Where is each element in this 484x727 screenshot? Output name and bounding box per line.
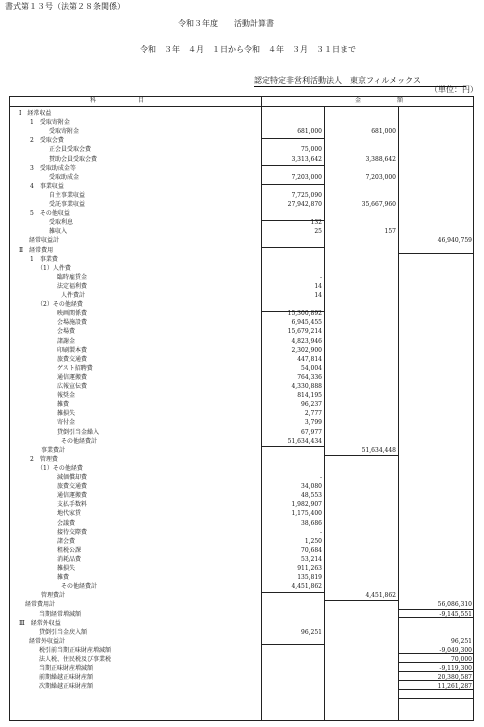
amount-cell: -9,119,300 <box>439 665 472 673</box>
row-label: 賛助会員受取会費 <box>49 155 98 163</box>
rule-0 <box>261 138 324 139</box>
row-label: 雑損失 <box>57 410 76 418</box>
row-label: 消耗品費 <box>57 555 82 563</box>
row-label: 1 受取寄附金 <box>24 119 70 127</box>
amount-cell: 4,451,862 <box>291 583 322 591</box>
unit-label: （単位：円） <box>430 85 478 94</box>
row-label: 税引前当期正味財産増減額 <box>39 646 112 654</box>
amount-cell: 46,940,759 <box>437 237 472 245</box>
row-label: その他経費計 <box>61 583 98 591</box>
row-label: Ⅰ 経常収益 <box>19 110 52 117</box>
row-label: 自主事業収益 <box>49 191 86 199</box>
amount-cell: 3,388,642 <box>365 155 396 163</box>
rule-19 <box>398 698 474 699</box>
amount-cell: 25 <box>314 228 322 236</box>
row-label: 当期経常増減額 <box>39 610 82 618</box>
row-label: 寄付金 <box>57 419 76 427</box>
row-label: 経常費用計 <box>25 601 56 609</box>
row-label: 通信運搬費 <box>57 492 88 500</box>
row-label: Ⅲ 経常外収益 <box>19 619 61 627</box>
row-label: 2 受取会費 <box>24 137 64 145</box>
amount-cell: 447,814 <box>297 355 322 363</box>
row-label: 経常収益計 <box>29 237 60 245</box>
row-label: （2）その他経費 <box>37 301 83 309</box>
header-amount: 金 額 <box>355 97 404 104</box>
row-label: 受取寄附金 <box>49 128 80 136</box>
column-divider-1 <box>261 96 262 721</box>
amount-cell: 67,977 <box>301 428 322 436</box>
row-label: 5 その他収益 <box>24 210 70 218</box>
amount-cell: 4,330,888 <box>291 383 322 390</box>
amount-cell: 15,300,892 <box>287 310 322 318</box>
amount-cell: 135,819 <box>297 574 322 582</box>
amount-cell: 53,214 <box>301 555 322 563</box>
amount-cell: 1,250 <box>304 537 322 545</box>
row-label: ゲスト招聘費 <box>57 364 93 372</box>
amount-cell: 96,237 <box>301 401 322 409</box>
amount-cell: 7,203,000 <box>365 173 396 181</box>
row-label: 当期正味財産増減額 <box>39 665 94 673</box>
row-label: 諸会費 <box>57 537 76 545</box>
rule-1 <box>261 165 324 166</box>
row-label: 3 受取助成金等 <box>24 164 76 172</box>
rule-4 <box>261 247 324 248</box>
financial-table <box>9 96 474 721</box>
rule-7 <box>261 446 324 447</box>
rule-9 <box>261 592 324 593</box>
rule-8 <box>324 455 398 456</box>
amount-cell: 14 <box>314 292 322 299</box>
row-label: 経常外収益計 <box>29 637 66 645</box>
amount-cell: 3,799 <box>304 419 322 427</box>
row-label: 雑費 <box>57 401 70 409</box>
amount-cell: 11,261,287 <box>437 683 472 691</box>
amount-cell: 4,451,862 <box>365 592 396 600</box>
amount-cell: 70,000 <box>451 656 472 663</box>
row-label: 減価償却費 <box>57 474 88 481</box>
rule-11 <box>398 609 474 610</box>
amount-cell: 15,679,214 <box>287 328 322 336</box>
row-label: 雑費 <box>57 574 70 582</box>
row-label: Ⅱ 経常費用 <box>19 246 54 254</box>
row-label: 印刷製本費 <box>57 346 88 354</box>
row-label: 報奨金 <box>57 392 76 400</box>
row-label: 雑収入 <box>49 228 68 236</box>
amount-cell: 6,945,455 <box>291 319 322 327</box>
row-label: 租税公課 <box>57 546 82 554</box>
amount-cell: - <box>319 273 322 281</box>
amount-cell: 4,823,946 <box>291 337 322 345</box>
amount-cell: 70,684 <box>301 546 322 554</box>
rule-13 <box>261 644 324 645</box>
statement-title: 令和３年度 活動計算書 <box>178 19 274 28</box>
row-label: 管理費計 <box>41 592 66 600</box>
amount-cell: 681,000 <box>297 128 322 136</box>
amount-cell: -9,049,300 <box>439 646 472 654</box>
row-label: 1 事業費 <box>24 255 58 263</box>
column-divider-3 <box>398 106 399 721</box>
amount-cell: 56,086,310 <box>437 601 472 609</box>
row-label: 映画関係費 <box>57 310 88 318</box>
row-label: 雑損失 <box>57 565 76 572</box>
amount-cell: 14 <box>314 282 322 290</box>
row-label: 前期繰越正味財産額 <box>39 674 94 682</box>
amount-cell: 132 <box>310 219 322 227</box>
row-label: 2 管理費 <box>24 455 58 463</box>
amount-cell: 96,251 <box>301 628 322 636</box>
amount-cell: - <box>319 528 322 536</box>
amount-cell: 911,263 <box>297 565 322 572</box>
amount-cell: 51,634,434 <box>287 437 322 445</box>
column-divider-2 <box>324 106 325 721</box>
row-label: 広報宣伝費 <box>57 383 88 390</box>
row-label: 通信運搬費 <box>57 373 88 381</box>
row-label: 次期繰越正味財産額 <box>39 683 94 691</box>
amount-cell: - <box>319 474 322 481</box>
row-label: 臨時雇賃金 <box>57 273 88 281</box>
row-label: 4 事業収益 <box>24 182 64 190</box>
row-label: 会議費 <box>57 519 76 527</box>
amount-cell: 48,553 <box>301 492 322 500</box>
row-label: 諸謝金 <box>57 337 76 345</box>
amount-cell: 96,251 <box>451 637 472 645</box>
row-label: 地代家賃 <box>57 510 82 518</box>
row-label: 人件費計 <box>61 292 86 299</box>
amount-cell: 38,686 <box>301 519 322 527</box>
row-label: 法人税、住民税及び事業税 <box>39 656 112 663</box>
amount-cell: 2,302,900 <box>291 346 322 354</box>
row-label: 貸倒引当金戻入額 <box>39 628 88 636</box>
row-label: 受託事業収益 <box>49 201 86 208</box>
organization-name: 認定特定非営利活動法人 東京フィルメックス <box>254 77 466 87</box>
header-divider <box>9 106 474 107</box>
form-number: 書式第１３号（法第２８条関係） <box>5 2 125 11</box>
row-label: 事業費計 <box>41 446 66 454</box>
rule-2 <box>261 184 324 185</box>
row-label: 正会員受取会費 <box>49 146 92 154</box>
row-label: その他経費計 <box>61 437 98 445</box>
amount-cell: 814,195 <box>297 392 322 400</box>
statement-period: 令和 ３年 ４月 １日から令和 ４年 ３月 ３１日まで <box>140 45 356 54</box>
header-account: 科 目 <box>90 97 145 104</box>
amount-cell: 7,203,000 <box>291 173 322 181</box>
amount-cell: 27,942,870 <box>287 201 322 208</box>
amount-cell: 75,000 <box>301 146 322 154</box>
row-label: 貸倒引当金繰入 <box>57 428 100 436</box>
row-label: 接待交際費 <box>57 528 88 536</box>
amount-cell: 54,004 <box>301 364 322 372</box>
amount-cell: 20,380,587 <box>437 674 472 682</box>
row-label: （1）その他経費 <box>37 464 83 472</box>
row-label: 会場施設費 <box>57 319 88 327</box>
rule-5 <box>398 253 474 254</box>
rule-10 <box>324 600 398 601</box>
row-label: （1）人件費 <box>37 264 71 272</box>
amount-cell: 2,777 <box>304 410 322 418</box>
amount-cell: 157 <box>384 228 396 236</box>
amount-cell: 34,080 <box>301 483 322 491</box>
row-label: 旅費交通費 <box>57 355 88 363</box>
amount-cell: 681,000 <box>371 128 396 136</box>
row-label: 受取利息 <box>49 219 74 227</box>
row-label: 旅費交通費 <box>57 483 88 491</box>
amount-cell: 1,175,400 <box>291 510 322 518</box>
amount-cell: 51,634,448 <box>361 446 396 454</box>
amount-cell: 35,667,960 <box>361 201 396 208</box>
row-label: 受取助成金 <box>49 173 80 181</box>
amount-cell: 1,982,907 <box>291 501 322 509</box>
amount-cell: -9,145,551 <box>439 610 472 618</box>
amount-cell: 7,725,090 <box>291 191 322 199</box>
amount-cell: 764,336 <box>297 373 322 381</box>
row-label: 支払手数料 <box>57 501 88 509</box>
row-label: 会場費 <box>57 328 76 336</box>
row-label: 法定福利費 <box>57 282 88 290</box>
amount-cell: 3,313,642 <box>291 155 322 163</box>
